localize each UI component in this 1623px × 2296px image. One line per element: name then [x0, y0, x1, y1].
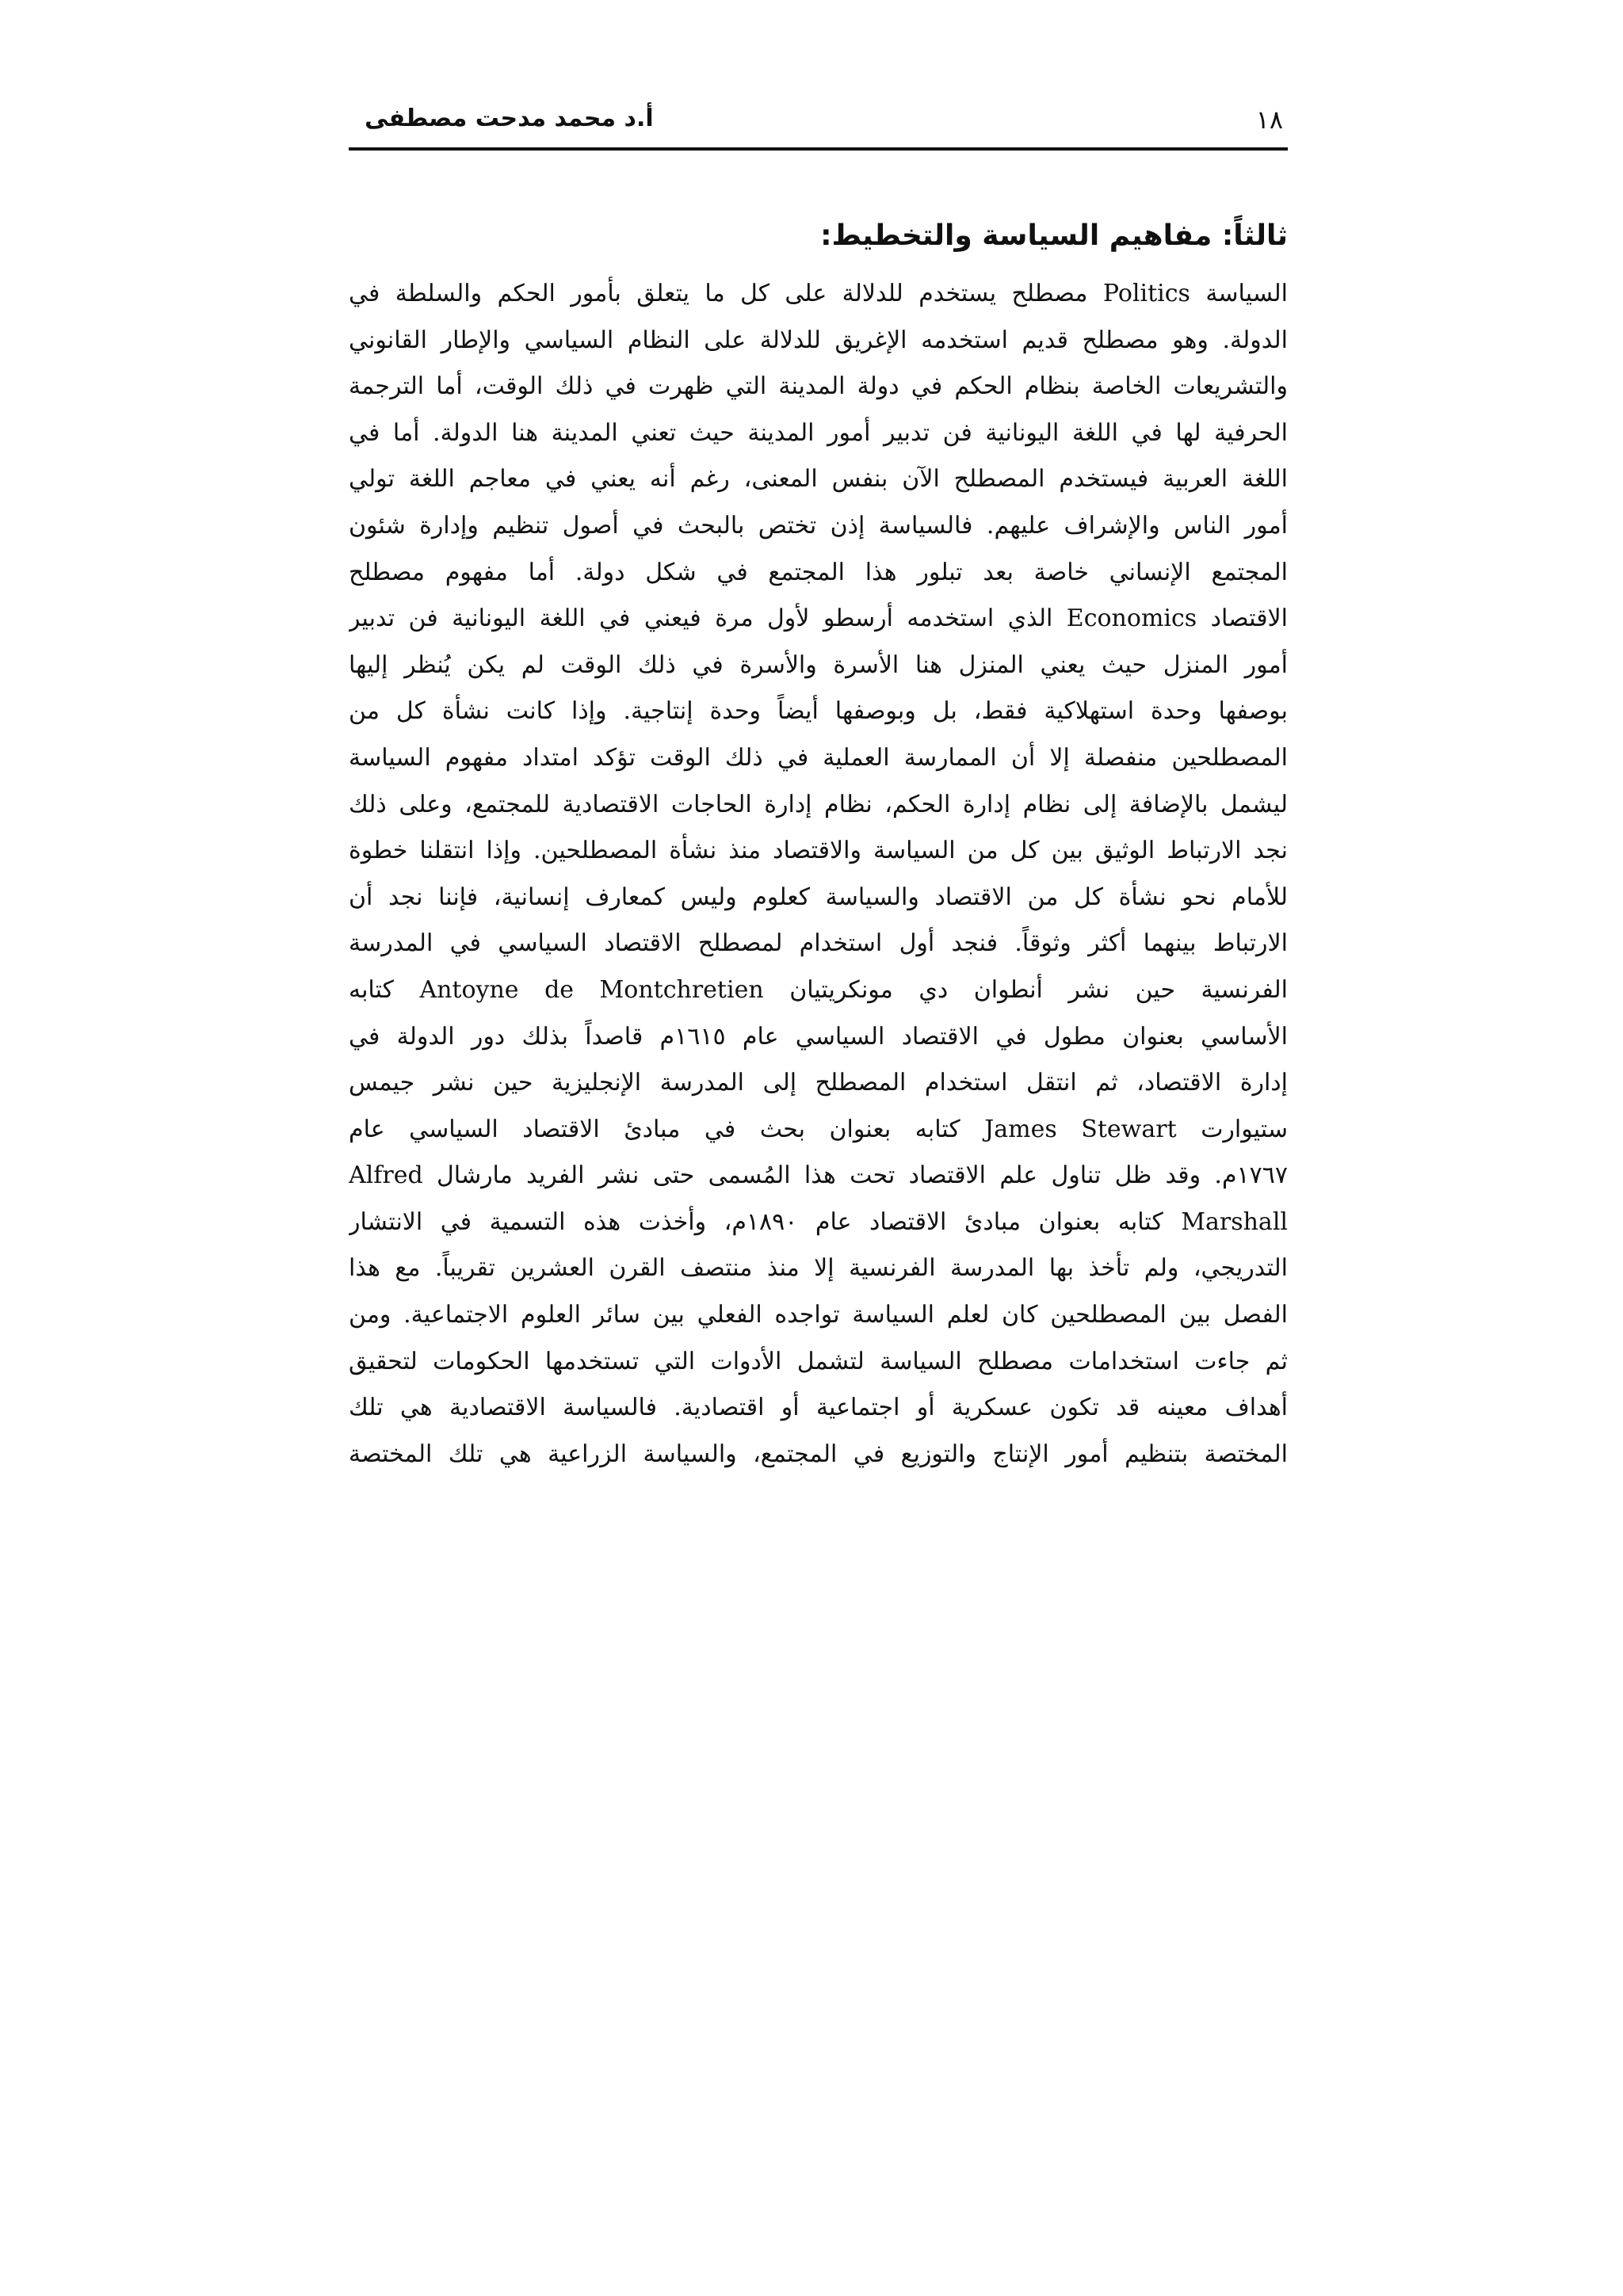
- body-line: أمور المنزل حيث يعني المنزل هنا الأسرة والأسرة في ذلك الوقت لم يكن يُنظر إليها: [349, 650, 1288, 679]
- header-rule: [349, 147, 1288, 151]
- body-line: التدريجي، ولم تأخذ بها المدرسة الفرنسية إلا منذ منتصف القرن العشرين تقريباً. مع هذا: [349, 1254, 1288, 1283]
- body-line: الأساسي بعنوان مطول في الاقتصاد السياسي عام ١٦١٥م قاصداً بذلك دور الدولة في: [349, 1022, 1288, 1051]
- body-line: الفرنسية حين نشر أنطوان دي مونكريتيان Antoyne de Montchretien كتابه: [349, 975, 1288, 1004]
- body-text: [349, 271, 1288, 1478]
- body-line: أهداف معينه قد تكون عسكرية أو اجتماعية أو اقتصادية. فالسياسة الاقتصادية هي تلك: [349, 1394, 1288, 1422]
- body-line: ١٧٦٧م. وقد ظل تناول علم الاقتصاد تحت هذا المُسمى حتى نشر الفريد مارشال Alfred: [349, 1161, 1288, 1190]
- body-line: نجد الارتباط الوثيق بين كل من السياسة والاقتصاد منذ نشأة المصطلحين. وإذا انتقلنا خطوة: [349, 837, 1288, 865]
- body-line: للأمام نحو نشأة كل من الاقتصاد والسياسة كعلوم وليس كمعارف إنسانية، فإننا نجد أن: [349, 883, 1288, 911]
- body-line: بوصفها وحدة استهلاكية فقط، بل وبوصفها أيضاً وحدة إنتاجية. وإذا كانت نشأة كل من: [349, 697, 1288, 726]
- body-line: ستيوارت James Stewart كتابه بعنوان بحث في مبادئ الاقتصاد السياسي عام: [349, 1115, 1288, 1143]
- body-line: المختصة بتنظيم أمور الإنتاج والتوزيع في المجتمع، والسياسة الزراعية هي تلك المختصة: [349, 1440, 1288, 1468]
- body-line: ثم جاءت استخدامات مصطلح السياسة لتشمل الأدوات التي تستخدمها الحكومات لتحقيق: [349, 1347, 1288, 1375]
- body-line: أمور الناس والإشراف عليهم. فالسياسة إذن تختص بالبحث في أصول تنظيم وإدارة شئون: [349, 511, 1288, 540]
- body-line: Marshall كتابه بعنوان مبادئ الاقتصاد عام ١٨٩٠م، وأخذت هذه التسمية في الانتشار: [349, 1207, 1288, 1236]
- body-line: اللغة العربية فيستخدم المصطلح الآن بنفس المعنى، رغم أنه يعني في معاجم اللغة تولي: [349, 465, 1288, 494]
- page-header: [349, 101, 1288, 149]
- body-line: الارتباط بينهما أكثر وثوقاً. فنجد أول استخدام لمصطلح الاقتصاد السياسي في المدرسة: [349, 929, 1288, 958]
- body-line: إدارة الاقتصاد، ثم انتقل استخدام المصطلح إلى المدرسة الإنجليزية حين نشر جيمس: [349, 1069, 1288, 1097]
- page-number: ١٨: [1255, 105, 1283, 135]
- body-line: ليشمل بالإضافة إلى نظام إدارة الحكم، نظام إدارة الحاجات الاقتصادية للمجتمع، وعلى ذلك: [349, 790, 1288, 818]
- body-line: الفصل بين المصطلحين كان لعلم السياسة تواجده الفعلي بين سائر العلوم الاجتماعية. ومن: [349, 1301, 1288, 1329]
- running-head-author: أ.د محمد مدحت مصطفى: [365, 105, 654, 132]
- body-line: الاقتصاد Economics الذي استخدمه أرسطو لأول مرة فيعني في اللغة اليونانية فن تدبير: [349, 605, 1288, 633]
- body-line: المصطلحين منفصلة إلا أن الممارسة العملية في ذلك الوقت تؤكد امتداد مفهوم السياسة: [349, 743, 1288, 772]
- body-line: الحرفية لها في اللغة اليونانية فن تدبير أمور المدينة حيث تعني المدينة هنا الدولة. أما في: [349, 418, 1288, 447]
- body-line: والتشريعات الخاصة بنظام الحكم في دولة المدينة التي ظهرت في ذلك الوقت، أما الترجمة: [349, 372, 1288, 401]
- section-title: ثالثاً: مفاهيم السياسة والتخطيط:: [820, 219, 1288, 252]
- body-line: المجتمع الإنساني خاصة بعد تبلور هذا المجتمع في شكل دولة. أما مفهوم مصطلح: [349, 558, 1288, 586]
- body-line: السياسة Politics مصطلح يستخدم للدلالة على كل ما يتعلق بأمور الحكم والسلطة في: [349, 280, 1288, 307]
- body-line: الدولة. وهو مصطلح قديم استخدمه الإغريق للدلالة على النظام السياسي والإطار القانوني: [349, 326, 1288, 354]
